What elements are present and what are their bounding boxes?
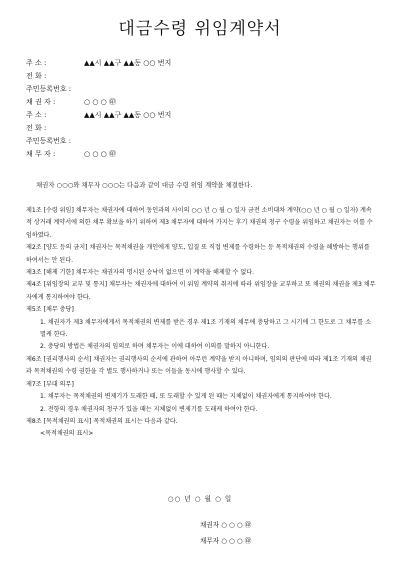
- article-3: 제3조 [해제 기한] 채무자는 채권자의 명시된 승낙이 없으면 이 계약을 해제할 수 없다.: [26, 269, 255, 277]
- article-5-item-1: 1. 채권자가 제3 채무자에게서 목적채권의 변제를 받은 경우 제1조 기재의 채무에 충당하고 그 시기에 그 한도로 그 채무를 소멸케 한다.: [40, 318, 371, 339]
- article-6: 제6조 [권리행사의 순서] 채권자는 권리행사의 순서에 관하여 아무런 계약을 받지 아니하며, 임의의 판단에 따라 제1조 기재의 채권과 목적채권의 수령 권한을 각 별도 행사하거나 또는 이들을 동시에 행사할 수 있다.: [26, 355, 372, 376]
- debtor-address-row: [26, 112, 171, 119]
- document-title: 대금수령 위임계약서: [118, 19, 282, 39]
- article-7-item-2: 2. 전항의 경우 채권자의 청구가 있을 때는 지체없이 변제기를 도래케 하여야 한다.: [40, 405, 258, 413]
- intro-sentence: 채권자 ○○○와 채무자 ○○○는 다음과 같이 대금 수령 위임 계약을 체결한다.: [36, 181, 253, 189]
- debtor-name-row: [26, 151, 116, 158]
- field-label: 채 권 자 :: [26, 98, 56, 106]
- contract-body: [26, 205, 376, 441]
- debtor-phone-row: [26, 125, 84, 132]
- field-label: 주 소 :: [26, 111, 47, 119]
- field-value: ▲▲시 ▲▲구 ▲▲동 ○○ 번지: [84, 111, 172, 119]
- article-7-item-1: 1. 채무자는 목적채권의 변제기가 도래한 때, 또 도래할 수 있게 된 때는 지체없이 채권자에게 통지하여야 한다.: [40, 393, 332, 401]
- article-1: 제1조 [수령 위임] 채무자는 채권자에 대하여 동인과의 사이의 ○○ 년 ○ 월 ○ 일자 금전 소비대차 계약(○○ 년 ○ 월 ○ 일자) 계속적 상거래 계약서에 의한 채무 확보을 하기 위하여 제3 채무자에 대하여 가지는 후기 채권의 청구 수령을 위임하고 채권자는 이를 수임하였다.: [26, 207, 373, 239]
- creditor-address-row: [26, 60, 171, 67]
- creditor-id-row: [26, 86, 84, 93]
- field-value: ○ ○ ○ ㊞: [84, 150, 116, 158]
- field-label: 전 화 :: [26, 72, 47, 80]
- article-2: 제2조 [양도 등의 금지] 채권자는 목적채권을 개인에게 양도, 입질 또 직접 변제를 수령하는 등 목적채권의 수령을 해방하는 행위를 하여서는 안 된다.: [26, 244, 370, 264]
- article-5: 제5조 [채무 충당]: [26, 306, 74, 314]
- debtor-signature: 채무자 ○ ○ ○ ㊞: [200, 537, 252, 545]
- target-claim-label: <목적채권의 표시>: [40, 430, 94, 438]
- contract-date: ○○ 년 ○ 월 ○ 일: [167, 495, 233, 503]
- field-value: ○ ○ ○ ㊞: [84, 98, 116, 106]
- article-8: 제8조 [목적채권의 표시] 목적채권의 표시는 다음과 같다.: [26, 417, 178, 425]
- field-value: ▲▲시 ▲▲구 ▲▲동 ○○ 번지: [84, 59, 172, 67]
- article-5-item-2: 2. 충당의 방법은 채권자의 임의로 하며 채무자는 이에 대하여 이의를 말하지 아니한다.: [40, 343, 270, 351]
- article-4: 제4조 [위임장의 교부 및 통지] 채무자는 채권자에 대하여 이 위임 계약의 취지에 따라 위임장을 교부하고 또 채권의 채권을 제3 채무자에게 통지하여야 한다.: [26, 281, 376, 301]
- debtor-id-row: [26, 138, 84, 145]
- creditor-signature: 채권자 ○ ○ ○ ㊞: [200, 521, 252, 529]
- creditor-phone-row: [26, 73, 84, 80]
- field-label: 채 무 자 :: [26, 150, 56, 158]
- article-7: 제7조 [부대 의무]: [26, 380, 74, 388]
- field-label: 주민등록번호 :: [26, 137, 72, 145]
- creditor-name-row: [26, 99, 116, 106]
- field-label: 주 소 :: [26, 59, 47, 67]
- field-label: 주민등록번호 :: [26, 85, 72, 93]
- field-label: 전 화 :: [26, 124, 47, 132]
